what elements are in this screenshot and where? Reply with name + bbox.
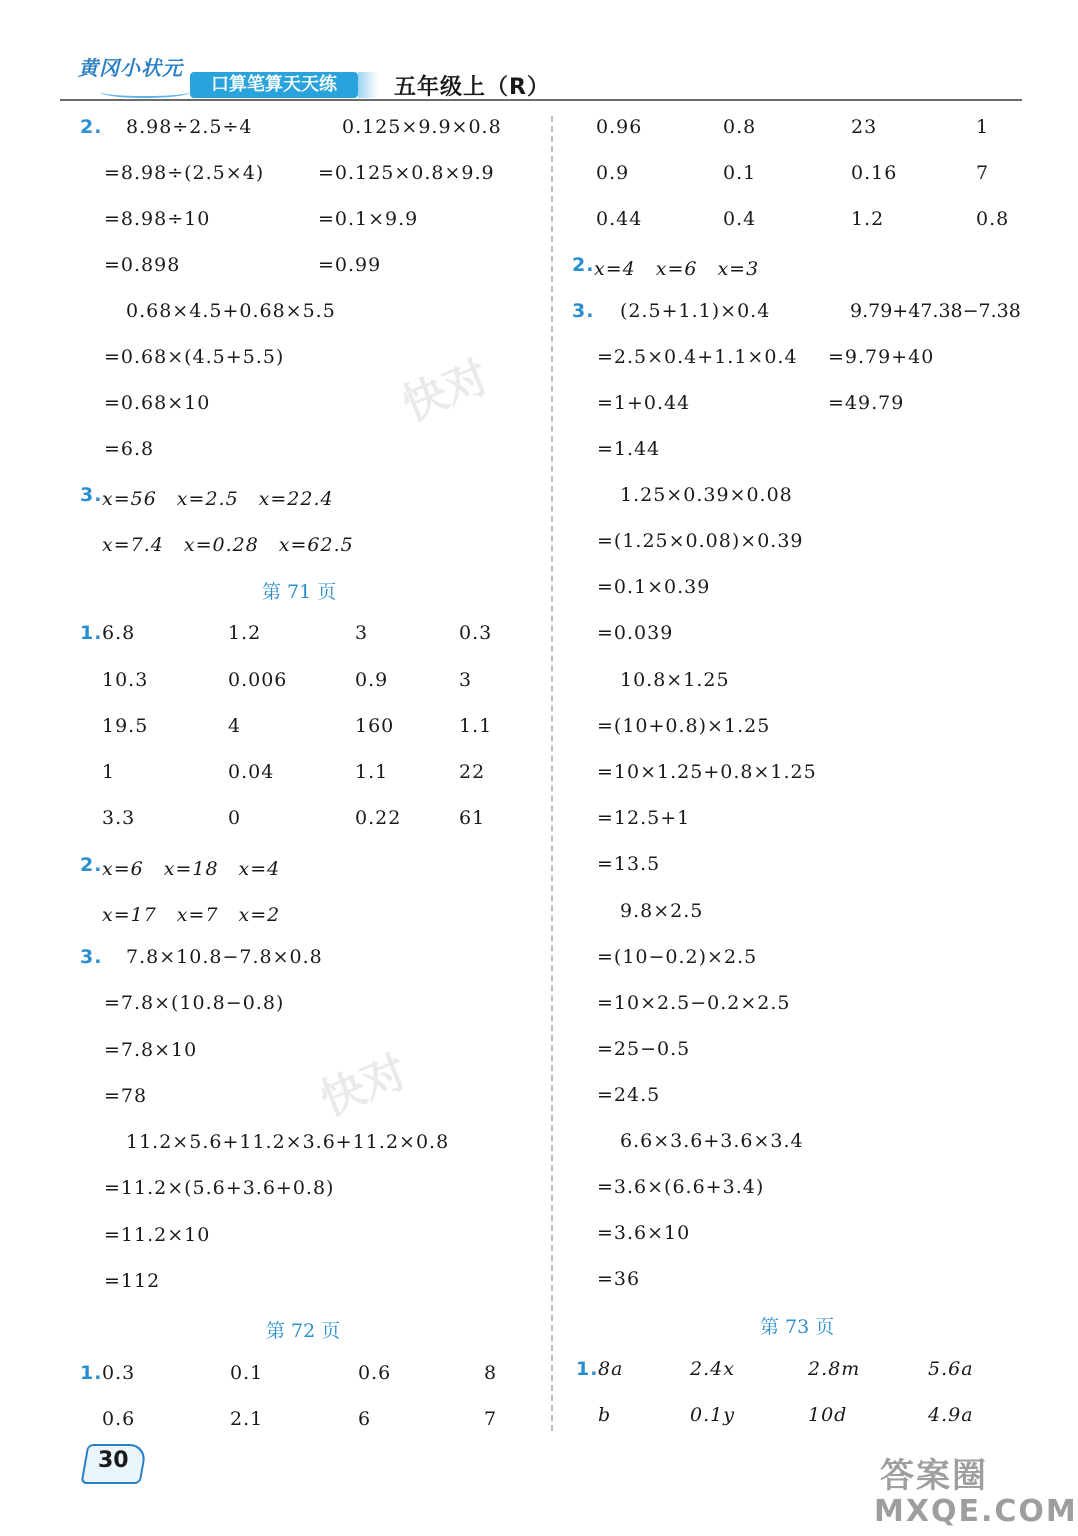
expression: =2.5×0.4+1.1×0.4 <box>597 346 798 368</box>
section-heading: 第 73 页 <box>760 1316 835 1338</box>
expression: =1.44 <box>597 438 661 460</box>
answer-cell: 0.6 <box>358 1362 392 1384</box>
problem-number: 2. <box>572 254 595 276</box>
expression: =9.79+40 <box>828 346 935 368</box>
equation-answers: x=4 x=6 x=3 <box>594 258 760 280</box>
equation-answers: x=7.4 x=0.28 x=62.5 <box>102 534 354 556</box>
expression: 1.25×0.39×0.08 <box>620 484 793 506</box>
watermark: 快对 <box>313 1046 415 1127</box>
answer-cell: 22 <box>459 761 486 783</box>
expression: 6.6×3.6+3.6×3.4 <box>620 1130 804 1152</box>
answer-cell: 4.9a <box>928 1404 974 1426</box>
expression: =(1.25×0.08)×0.39 <box>597 530 804 552</box>
section-heading: 第 71 页 <box>262 581 337 603</box>
equation-answers: x=17 x=7 x=2 <box>102 904 281 926</box>
answer-cell: 3 <box>459 669 473 691</box>
expression: 0.125×9.9×0.8 <box>342 116 502 138</box>
answer-cell: 0.8 <box>723 116 757 138</box>
grade-label: 五年级上（R） <box>394 75 550 100</box>
expression: =3.6×(6.6+3.4) <box>597 1176 765 1198</box>
answer-cell: 0.1 <box>230 1362 264 1384</box>
answer-cell: 6.8 <box>102 622 136 644</box>
expression: =3.6×10 <box>597 1222 691 1244</box>
answer-cell: 10.3 <box>102 669 149 691</box>
problem-number: 1. <box>80 1362 103 1384</box>
expression: =8.98÷(2.5×4) <box>104 162 265 184</box>
expression: =0.68×10 <box>104 392 211 414</box>
answer-cell: 0.9 <box>355 669 389 691</box>
expression: =(10+0.8)×1.25 <box>597 715 771 737</box>
expression: =36 <box>597 1268 641 1290</box>
expression: =7.8×(10.8−0.8) <box>104 992 285 1014</box>
header-rule <box>60 99 1022 101</box>
expression: 7.8×10.8−7.8×0.8 <box>126 946 323 968</box>
expression: 10.8×1.25 <box>620 669 730 691</box>
answer-cell: 1 <box>976 116 990 138</box>
page-number: 30 <box>98 1448 129 1473</box>
expression: =6.8 <box>104 438 155 460</box>
answer-cell: 2.1 <box>230 1408 264 1430</box>
equation-answers: x=6 x=18 x=4 <box>102 858 281 880</box>
answer-cell: 0.96 <box>596 116 643 138</box>
expression: =0.99 <box>318 254 382 276</box>
answer-cell: 0.04 <box>228 761 275 783</box>
expression: 9.8×2.5 <box>620 900 704 922</box>
answer-cell: 5.6a <box>928 1358 974 1380</box>
expression: =7.8×10 <box>104 1039 198 1061</box>
section-heading: 第 72 页 <box>266 1320 341 1342</box>
answer-cell: b <box>598 1404 612 1426</box>
answer-cell: 0.1 <box>723 162 757 184</box>
expression: =49.79 <box>828 392 905 414</box>
answer-cell: 3 <box>355 622 369 644</box>
answer-cell: 2.8m <box>808 1358 861 1380</box>
brand-swoosh <box>100 86 190 98</box>
answer-cell: 7 <box>976 162 990 184</box>
expression: =0.039 <box>597 622 674 644</box>
answer-cell: 8 <box>484 1362 498 1384</box>
equation-answers: x=56 x=2.5 x=22.4 <box>102 488 334 510</box>
answer-cell: 0.6 <box>102 1408 136 1430</box>
answer-cell: 8a <box>598 1358 624 1380</box>
expression: =12.5+1 <box>597 807 691 829</box>
expression: =11.2×(5.6+3.6+0.8) <box>104 1177 335 1199</box>
problem-number: 1. <box>80 622 103 644</box>
problem-number: 3. <box>80 946 103 968</box>
expression: =0.1×9.9 <box>318 208 419 230</box>
page-header <box>0 0 1051 110</box>
answer-cell: 0.3 <box>459 622 493 644</box>
expression: 8.98÷2.5÷4 <box>126 116 253 138</box>
answer-cell: 23 <box>851 116 878 138</box>
answer-cell: 4 <box>228 715 242 737</box>
answer-cell: 1.2 <box>851 208 885 230</box>
answer-cell: 7 <box>484 1408 498 1430</box>
expression: =1+0.44 <box>597 392 691 414</box>
problem-number: 2. <box>80 116 103 138</box>
expression: =25−0.5 <box>597 1038 691 1060</box>
watermark: 快对 <box>395 351 497 432</box>
answer-cell: 1.1 <box>459 715 493 737</box>
brand-logo: 黄冈小状元 <box>78 56 183 80</box>
expression: =8.98÷10 <box>104 208 211 230</box>
expression: =0.1×0.39 <box>597 576 711 598</box>
series-title: 口算笔算天天练 <box>190 72 358 98</box>
expression: =24.5 <box>597 1084 661 1106</box>
answer-cell: 160 <box>355 715 395 737</box>
expression: =13.5 <box>597 853 661 875</box>
answer-cell: 0.006 <box>228 669 288 691</box>
answer-cell: 0.16 <box>851 162 898 184</box>
expression: 11.2×5.6+11.2×3.6+11.2×0.8 <box>126 1131 450 1153</box>
answer-cell: 1.2 <box>228 622 262 644</box>
problem-number: 1. <box>576 1358 599 1380</box>
corner-watermark: 答案圈 <box>880 1456 988 1496</box>
answer-cell: 1.1 <box>355 761 389 783</box>
problem-number: 3. <box>572 300 595 322</box>
answer-cell: 0.22 <box>355 807 402 829</box>
answer-cell: 0.9 <box>596 162 630 184</box>
expression: =11.2×10 <box>104 1224 211 1246</box>
answer-cell: 19.5 <box>102 715 149 737</box>
answer-cell: 0.3 <box>102 1362 136 1384</box>
answer-cell: 0.8 <box>976 208 1010 230</box>
expression: =112 <box>104 1270 161 1292</box>
answer-cell: 3.3 <box>102 807 136 829</box>
expression: =0.125×0.8×9.9 <box>318 162 495 184</box>
answer-cell: 6 <box>358 1408 372 1430</box>
expression: =(10−0.2)×2.5 <box>597 946 758 968</box>
answer-cell: 1 <box>102 761 116 783</box>
expression: =0.68×(4.5+5.5) <box>104 346 285 368</box>
expression: (2.5+1.1)×0.4 <box>620 300 771 322</box>
expression: 0.68×4.5+0.68×5.5 <box>126 300 336 322</box>
answer-cell: 0.1y <box>690 1404 735 1426</box>
answer-cell: 0.44 <box>596 208 643 230</box>
answer-cell: 2.4x <box>690 1358 735 1380</box>
expression: =10×2.5−0.2×2.5 <box>597 992 791 1014</box>
problem-number: 2. <box>80 854 103 876</box>
column-divider <box>551 116 553 1431</box>
expression: =0.898 <box>104 254 181 276</box>
expression: =10×1.25+0.8×1.25 <box>597 761 817 783</box>
corner-watermark-site: MXQE.COM <box>874 1494 1078 1529</box>
problem-number: 3. <box>80 484 103 506</box>
banner-fade <box>358 72 378 98</box>
expression: 9.79+47.38−7.38 <box>850 300 1021 322</box>
answer-cell: 61 <box>459 807 486 829</box>
answer-cell: 0 <box>228 807 242 829</box>
answer-cell: 0.4 <box>723 208 757 230</box>
expression: =78 <box>104 1085 148 1107</box>
answer-cell: 10d <box>808 1404 848 1426</box>
